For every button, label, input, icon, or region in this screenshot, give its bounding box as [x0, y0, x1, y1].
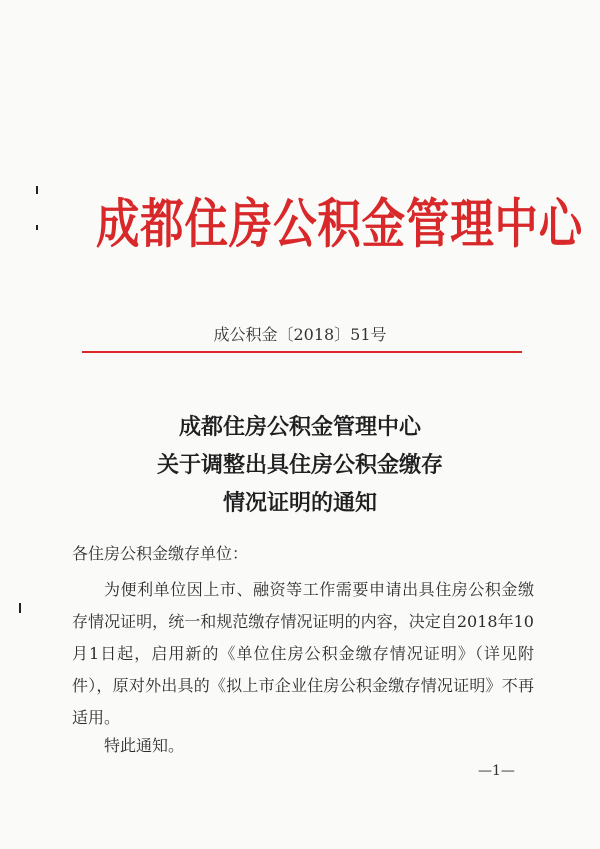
issuing-organization-header: 成都住房公积金管理中心 [96, 194, 584, 255]
closing-line: 特此通知。 [104, 736, 185, 755]
scan-mark [36, 225, 38, 230]
body-paragraph: 为便利单位因上市、融资等工作需要申请出具住房公积金缴存情况证明，统一和规范缴存情况证明的内容，决定自2018年10月1日起，启用新的《单位住房公积金缴存情况证明》（详见附件），原对外出具的《拟上市企业住房公积金缴存情况证明》不再适用。 [72, 580, 534, 727]
header-divider-rule [82, 351, 522, 353]
notice-title [0, 409, 600, 523]
page-number: —1— [478, 763, 515, 779]
scan-mark [19, 603, 21, 613]
document-number: 成公积金〔2018〕51号 [213, 325, 387, 344]
title-line-1: 成都住房公积金管理中心 [178, 415, 421, 440]
title-line-3: 情况证明的通知 [222, 491, 377, 516]
title-line-2: 关于调整出具住房公积金缴存 [156, 453, 443, 478]
scan-mark [36, 186, 38, 194]
addressee-line: 各住房公积金缴存单位： [72, 544, 249, 563]
